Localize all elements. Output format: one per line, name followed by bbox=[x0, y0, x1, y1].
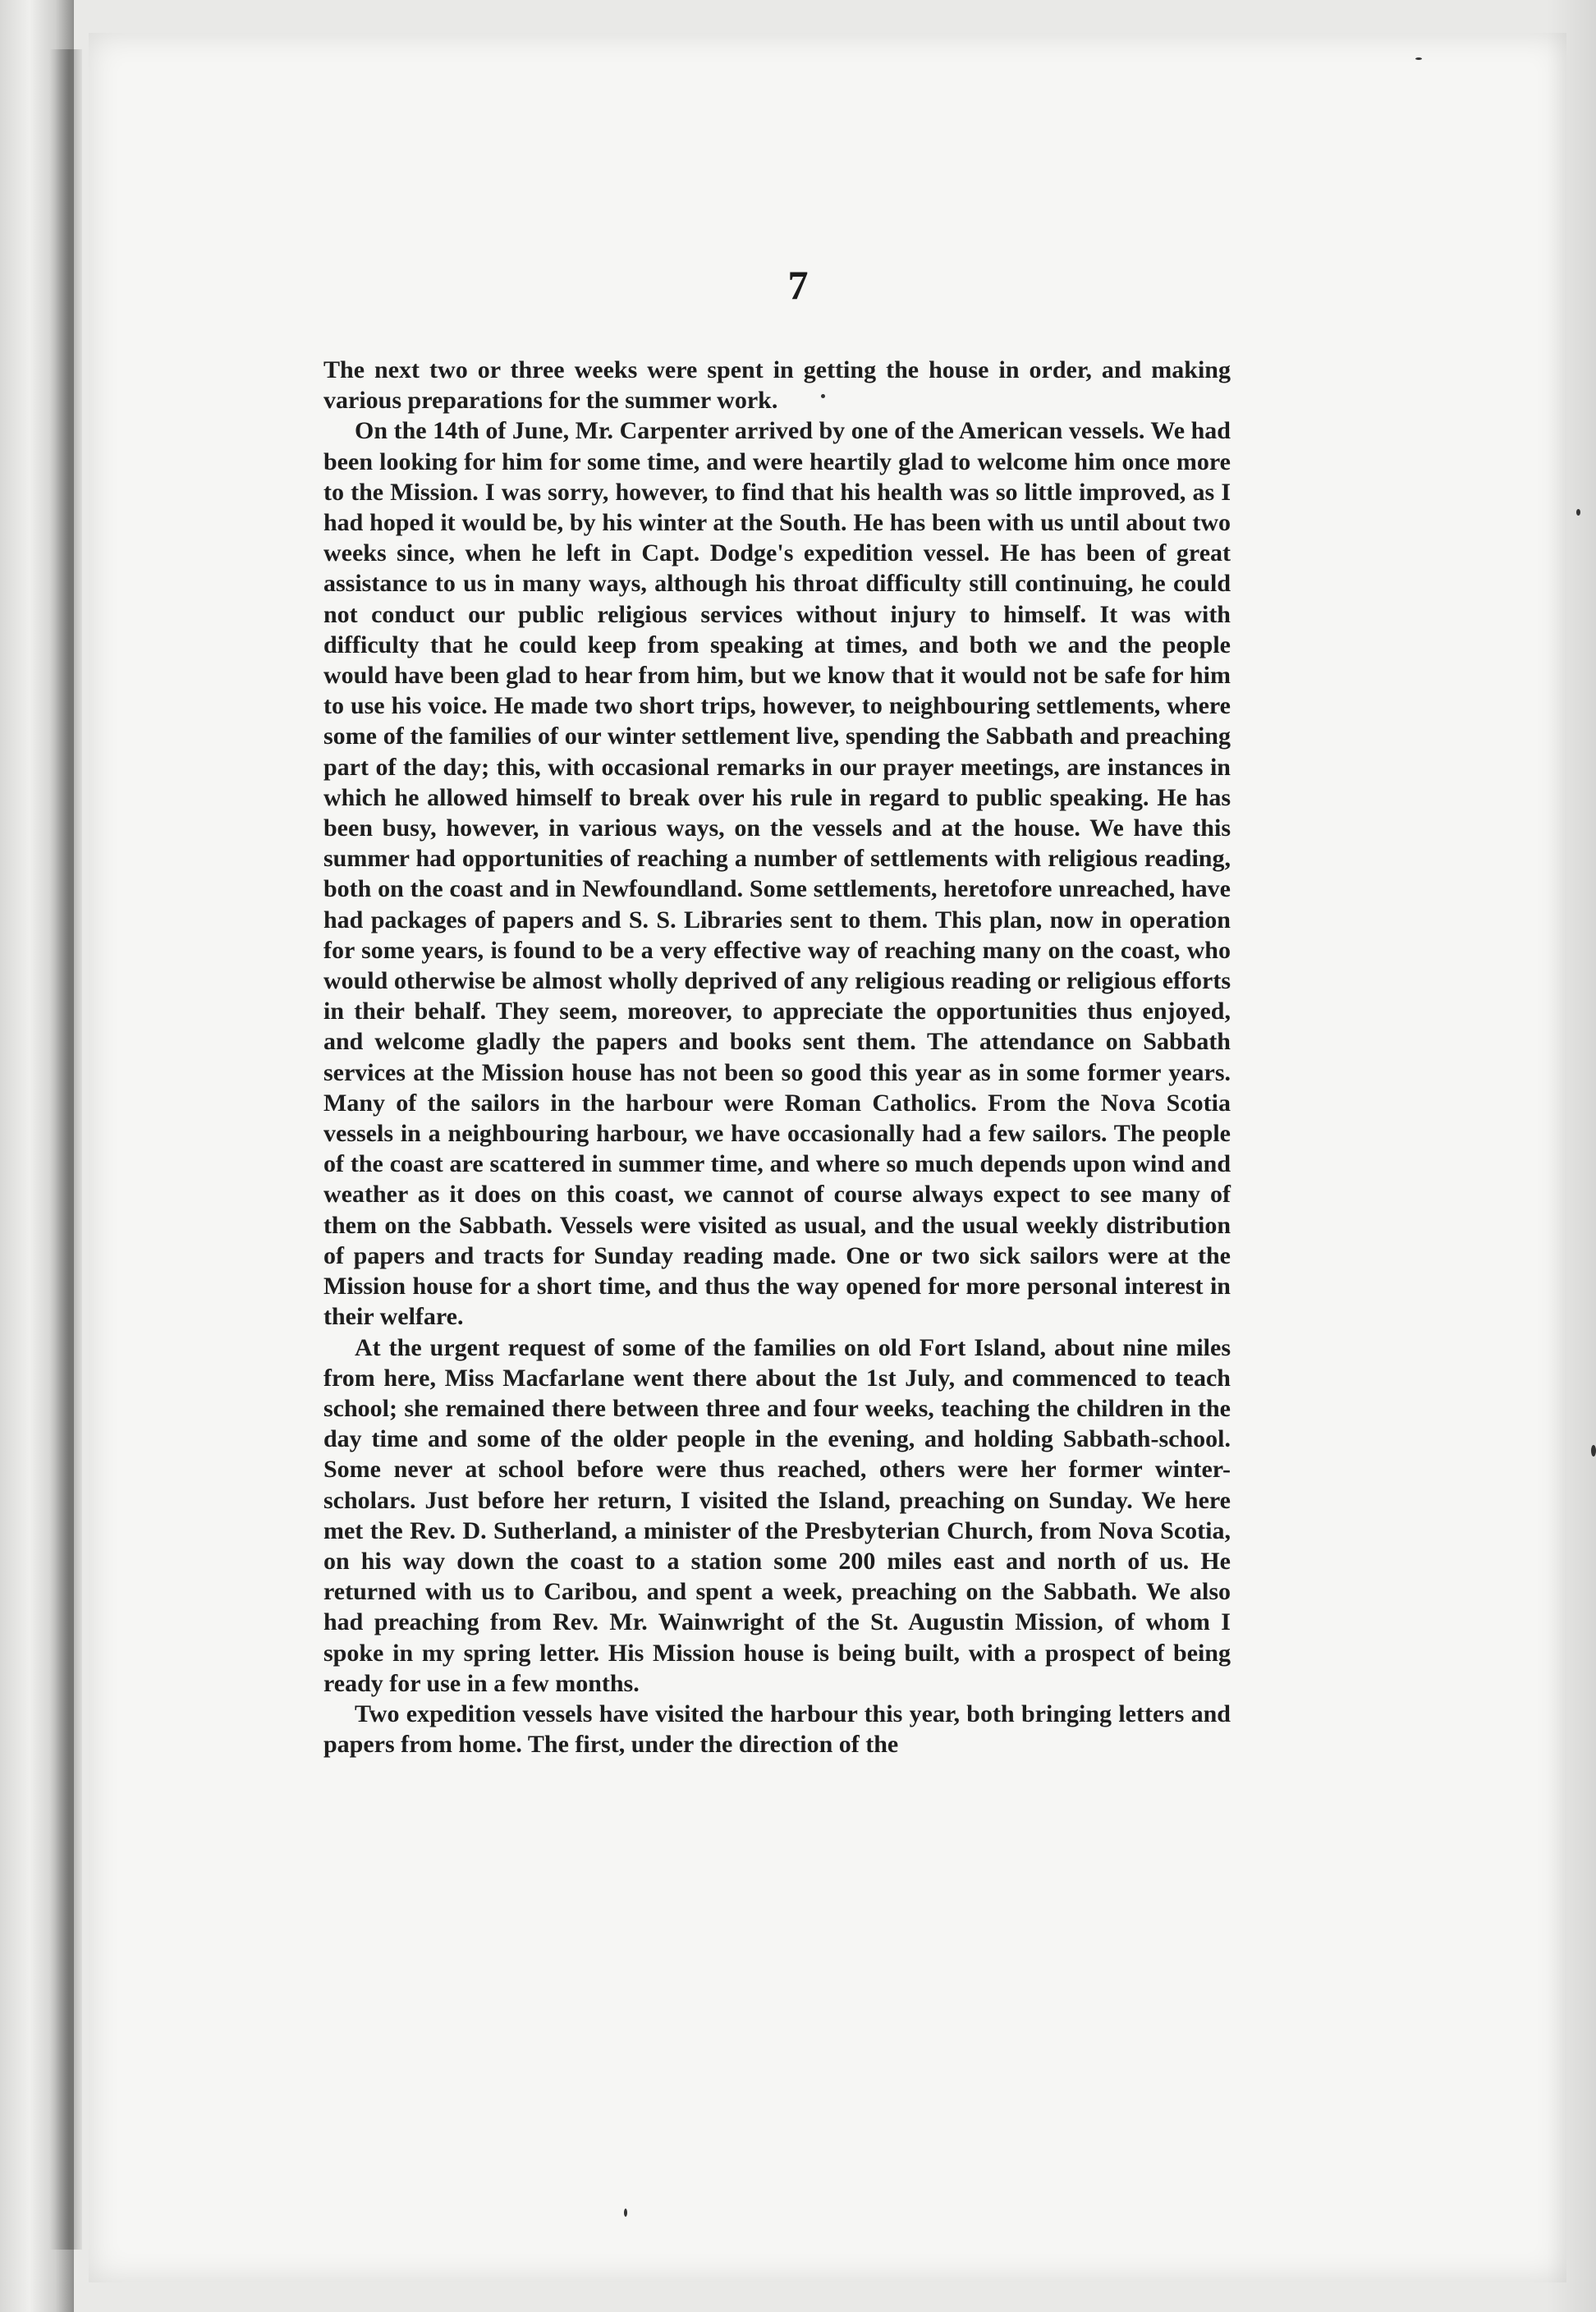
paragraph-2: On the 14th of June, Mr. Carpenter arrived by one of the American vessels. We had been looking for him for some time, and were heartily glad to welcome him once more to the Mission. I was sorry, however, to find that his health was so little improved, as I had hoped it would be, by his winter at the South. He has been with us until about two weeks since, when he left in Capt. Dodge's expedition vessel. He has been of great assistance to us in many ways, although his throat difficulty still continuing, he could not conduct our public religious services without injury to himself. It was with difficulty that he could keep from speaking at times, and both we and the people would have been glad to hear from him, but we know that it would not be safe for him to use his voice. He made two short trips, however, to neighbouring settlements, where some of the families of our winter settlement live, spending the Sabbath and preaching part of the day; this, with occasional remarks in our prayer meetings, are instances in which he allowed himself to break over his rule in regard to public speaking. He has been busy, however, in various ways, on the vessels and at the house. We have this summer had opportunities of reaching a number of settlements with religious reading, both on the coast and in Newfoundland. Some settlements, heretofore unreached, have had packages of papers and S. S. Libraries sent to them. This plan, now in operation for some years, is found to be a very effective way of reaching many on the coast, who would otherwise be almost wholly deprived of any religious reading or religious efforts in their behalf. They seem, moreover, to appreciate the opportunities thus enjoyed, and welcome gladly the papers and books sent them. The attendance on Sabbath services at the Mission house has not been so good this year as in some former years. Many of the sailors in the harbour were Roman Catholics. From the Nova Scotia vessels in a neighbouring harbour, we have occasionally had a few sailors. The people of the coast are scattered in summer time, and where so much depends upon wind and weather as it does on this coast, we cannot of course always expect to see many of them on the Sabbath. Vessels were visited as usual, and the usual weekly distribution of papers and tracts for Sunday reading made. One or two sick sailors were at the Mission house for a short time, and thus the way opened for more personal interest in their welfare. bbox=[323, 417, 1231, 1331]
scan-speck bbox=[1591, 1445, 1596, 1456]
scan-speck bbox=[1576, 509, 1580, 516]
page-number: 7 bbox=[787, 262, 809, 308]
paragraph-1: The next two or three weeks were spent in getting the house in order, and making various preparations for the summer work. bbox=[323, 356, 1231, 415]
body-text bbox=[323, 355, 1231, 1759]
scan-speck bbox=[624, 2209, 627, 2217]
paragraph-3: At the urgent request of some of the families on old Fort Island, about nine miles from here, Miss Macfarlane went there about the 1st July, and commenced to teach school; she remained there between three and four weeks, teaching the children in the day time and some of the older people in the evening, and holding Sabbath-school. Some never at school before were thus reached, others were her former winter-scholars. Just before her return, I visited the Island, preaching on Sunday. We here met the Rev. D. Sutherland, a minister of the Presbyterian Church, from Nova Scotia, on his way down the coast to a station some 200 miles east and north of us. He returned with us to Caribou, and spent a week, preaching on the Sabbath. We also had preaching from Rev. Mr. Wainwright of the St. Augustin Mission, of whom I spoke in my spring letter. His Mission house is being built, with a prospect of being ready for use in a few months. bbox=[323, 1333, 1231, 1697]
scan-speck bbox=[821, 394, 825, 398]
binding-shadow bbox=[49, 49, 82, 2250]
scan-edge-shadow bbox=[1547, 0, 1596, 2312]
scan-speck bbox=[1415, 57, 1422, 60]
paragraph-4: Two expedition vessels have visited the harbour this year, both bringing letters and papers from home. The first, under the direction of the bbox=[323, 1700, 1231, 1759]
